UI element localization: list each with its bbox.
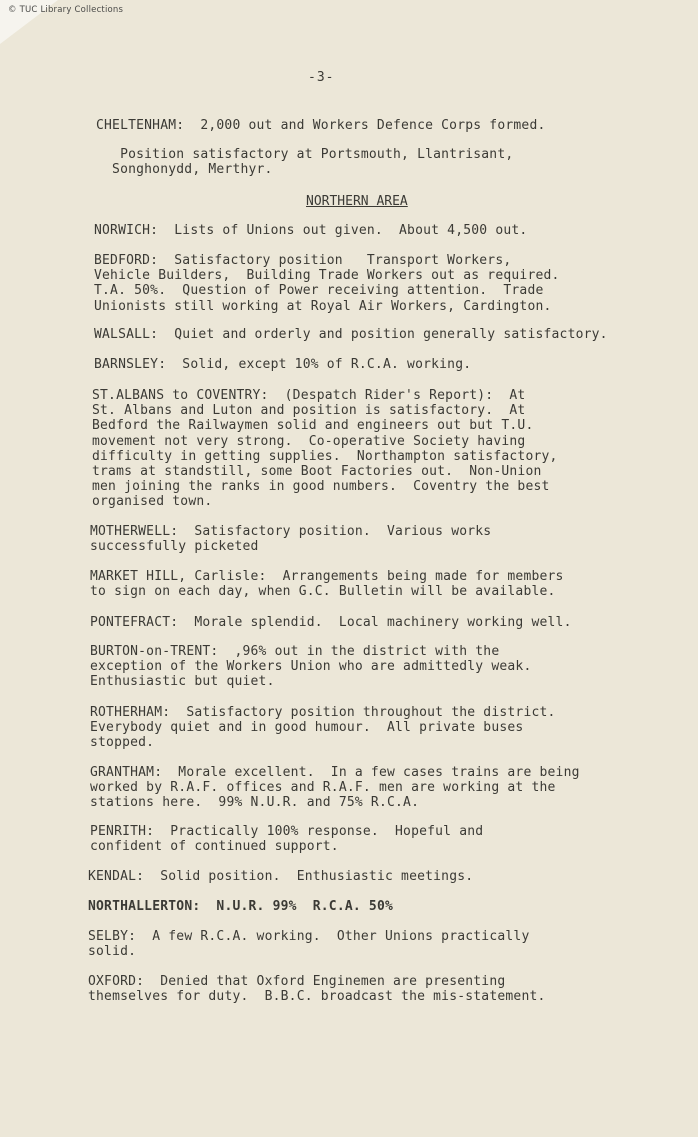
section-heading: NORTHERN AREA [306, 194, 408, 209]
page-number: -3- [308, 70, 335, 85]
report-kendal: KENDAL: Solid position. Enthusiastic meetings. [88, 869, 474, 884]
watermark-text: © TUC Library Collections [8, 5, 124, 15]
report-rotherham: ROTHERHAM: Satisfactory position throughout the district. Everybody quiet and in good humour. All private buses stopped. [90, 705, 556, 751]
report-bedford: BEDFORD: Satisfactory position Transport Workers, Vehicle Builders, Building Trade Workers out as required. T.A. 50%. Question of Power receiving attention. Trade Unionists still working at Royal Air Workers, Cardington. [94, 253, 560, 314]
report-motherwell: MOTHERWELL: Satisfactory position. Various works successfully picketed [90, 524, 492, 555]
report-norwich: NORWICH: Lists of Unions out given. About 4,500 out. [94, 223, 528, 238]
report-selby: SELBY: A few R.C.A. working. Other Unions practically solid. [88, 929, 530, 960]
report-oxford: OXFORD: Denied that Oxford Enginemen are presenting themselves for duty. B.B.C. broadcast the mis-statement. [88, 974, 546, 1005]
report-grantham: GRANTHAM: Morale excellent. In a few cases trains are being worked by R.A.F. offices and R.A.F. men are working at the stations here. 99% N.U.R. and 75% R.C.A. [90, 765, 580, 811]
report-burton-on-trent: BURTON-on-TRENT: ,96% out in the district with the exception of the Workers Union who are admittedly weak. Enthusiastic but quiet. [90, 644, 532, 690]
report-st-albans-coventry: ST.ALBANS to COVENTRY: (Despatch Rider's Report): At St. Albans and Luton and position is satisfactory. At Bedford the Railwaymen solid and engineers out but T.U. movement not very strong. Co-operative Society having difficulty in getting supplies. Northampton satisfactory, trams at standstill, some Boot Factories out. Non-Union men joining the ranks in good numbers. Coventry the best organised town. [92, 388, 558, 510]
report-walsall: WALSALL: Quiet and orderly and position generally satisfactory. [94, 327, 608, 342]
report-market-hill: MARKET HILL, Carlisle: Arrangements being made for members to sign on each day, when G.C. Bulletin will be available. [90, 569, 564, 600]
cheltenham-report: CHELTENHAM: 2,000 out and Workers Defence Corps formed. [96, 118, 546, 133]
report-barnsley: BARNSLEY: Solid, except 10% of R.C.A. working. [94, 357, 472, 372]
report-pontefract: PONTEFRACT: Morale splendid. Local machinery working well. [90, 615, 572, 630]
report-northallerton: NORTHALLERTON: N.U.R. 99% R.C.A. 50% [88, 899, 394, 914]
portsmouth-report: Position satisfactory at Portsmouth, Llantrisant, Songhonydd, Merthyr. [112, 147, 514, 178]
report-penrith: PENRITH: Practically 100% response. Hopeful and confident of continued support. [90, 824, 484, 855]
